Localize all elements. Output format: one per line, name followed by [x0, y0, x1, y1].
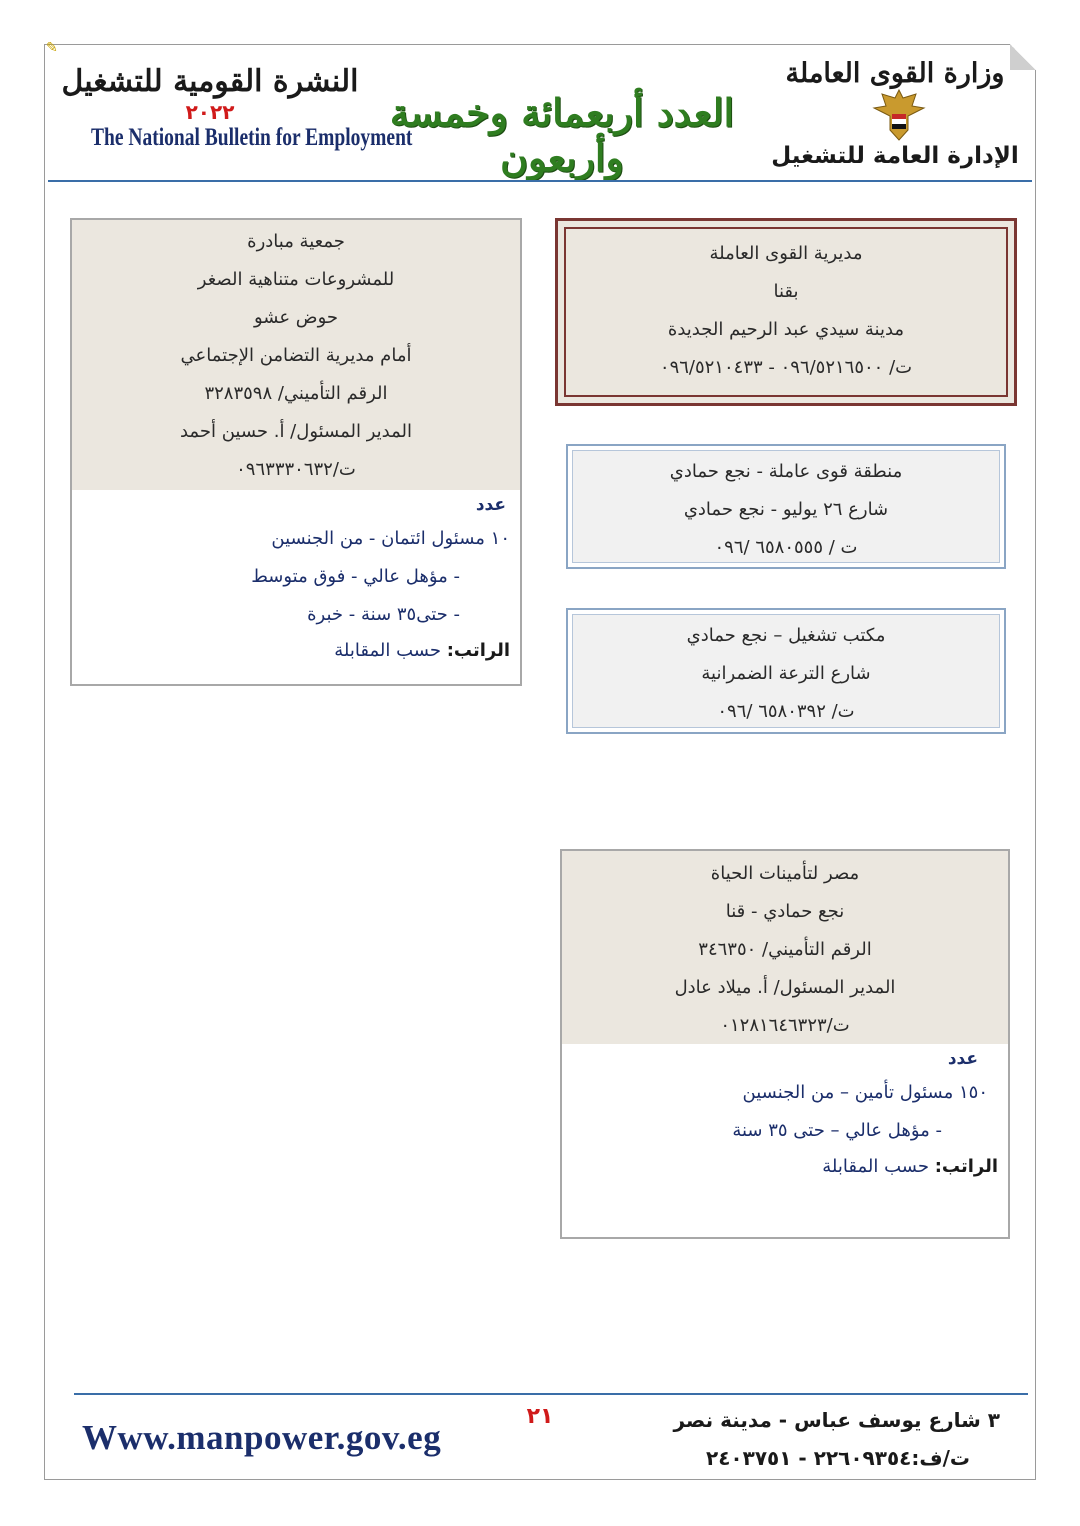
salary-line: [72, 634, 510, 668]
website-link[interactable]: Www.manpower.gov.eg: [82, 1418, 442, 1457]
employer-field: للمشروعات متناهية الصغر: [197, 269, 395, 290]
salary-line: [562, 1150, 998, 1184]
salary-label: الراتب:: [446, 640, 510, 661]
bulletin-year: ٢٠٢٢: [185, 100, 235, 124]
employer-info: [72, 220, 520, 490]
employer-area: حوض عشو: [253, 307, 338, 328]
job-line: ١٠ مسئول ائتمان - من الجنسين: [271, 528, 510, 549]
page-number: ٢١: [526, 1404, 554, 1429]
count-header: عدد: [947, 1049, 978, 1069]
footer-address: ٣ شارع يوسف عباس - مدينة نصر: [673, 1408, 1000, 1432]
ministry-name: وزارة القوى العاملة: [785, 58, 1005, 89]
job-card-mubadara: [70, 218, 522, 686]
office-name: مديرية القوى العاملة: [709, 243, 863, 264]
eagle-emblem-icon: [872, 86, 926, 144]
job-line: ١٥٠ مسئول تأمين – من الجنسين: [742, 1082, 988, 1103]
header-divider: [48, 180, 1032, 182]
office-card-inner: [572, 614, 1000, 728]
job-line: - مؤهل عالي – حتى ٣٥ سنة: [732, 1120, 942, 1141]
pin-icon: ✎: [46, 40, 58, 56]
job-details: [562, 1044, 1008, 1184]
office-address: مدينة سيدي عبد الرحيم الجديدة: [667, 319, 905, 340]
office-city: بقنا: [773, 281, 799, 302]
employer-manager: المدير المسئول/ أ. ميلاد عادل: [674, 977, 896, 998]
footer-phones: ت/ف:٢٢٦٠٩٣٥٤ - ٢٤٠٣٧٥١: [706, 1446, 970, 1470]
office-name: مكتب تشغيل – نجع حمادي: [686, 625, 886, 646]
employer-manager: المدير المسئول/ أ. حسين أحمد: [179, 421, 412, 442]
bulletin-title-en: The National Bulletin for Employment: [91, 124, 413, 151]
office-card-region: [566, 444, 1006, 569]
office-name: منطقة قوى عاملة - نجع حمادي: [669, 461, 903, 482]
office-card-directorate: [555, 218, 1017, 406]
office-phone: ت/ ٦٥٨٠٣٩٢ /٠٩٦: [717, 701, 855, 722]
salary-label: الراتب:: [934, 1156, 998, 1177]
salary-value: حسب المقابلة: [334, 640, 441, 661]
footer-divider: [74, 1393, 1028, 1395]
office-address: شارع الترعة الضمرانية: [701, 663, 871, 684]
office-phone: ت/ ٠٩٦/٥٢١٦٥٠٠ - ٠٩٦/٥٢١٠٤٣٣: [659, 357, 913, 378]
job-card-misr-life: [560, 849, 1010, 1239]
job-details: [72, 490, 520, 668]
bulletin-title-ar: النشرة القومية للتشغيل: [61, 64, 359, 99]
salary-value: حسب المقابلة: [822, 1156, 929, 1177]
employer-address: نجع حمادي - قنا: [725, 901, 845, 922]
employer-phone: ت/٠١٢٨١٦٤٦٣٢٣: [720, 1015, 850, 1036]
employer-info: [562, 851, 1008, 1044]
employer-address: أمام مديرية التضامن الإجتماعي: [180, 345, 412, 366]
count-header: عدد: [475, 495, 506, 515]
employer-insurance-number: الرقم التأميني/ ٣٢٨٣٥٩٨: [204, 383, 388, 404]
office-address: شارع ٢٦ يوليو - نجع حمادي: [683, 499, 889, 520]
office-card-employment-office: [566, 608, 1006, 734]
office-phone: ت / ٦٥٨٠٥٥٥ /٠٩٦: [714, 537, 858, 558]
employer-insurance-number: الرقم التأميني/ ٣٤٦٣٥٠: [698, 939, 872, 960]
office-card-inner: [564, 227, 1008, 397]
job-line: - مؤهل عالي - فوق متوسط: [251, 566, 460, 587]
office-card-inner: [572, 450, 1000, 563]
job-line: - حتى٣٥ سنة - خبرة: [307, 604, 460, 625]
issue-title: العدد أربعمائة وخمسة وأربعون: [389, 90, 735, 180]
employer-name: مصر لتأمينات الحياة: [710, 863, 860, 884]
general-directorate: الإدارة العامة للتشغيل: [771, 143, 1019, 169]
employer-name: جمعية مبادرة: [247, 231, 345, 252]
employer-phone: ت/٠٩٦٣٣٣٠٦٣٢: [236, 459, 356, 480]
